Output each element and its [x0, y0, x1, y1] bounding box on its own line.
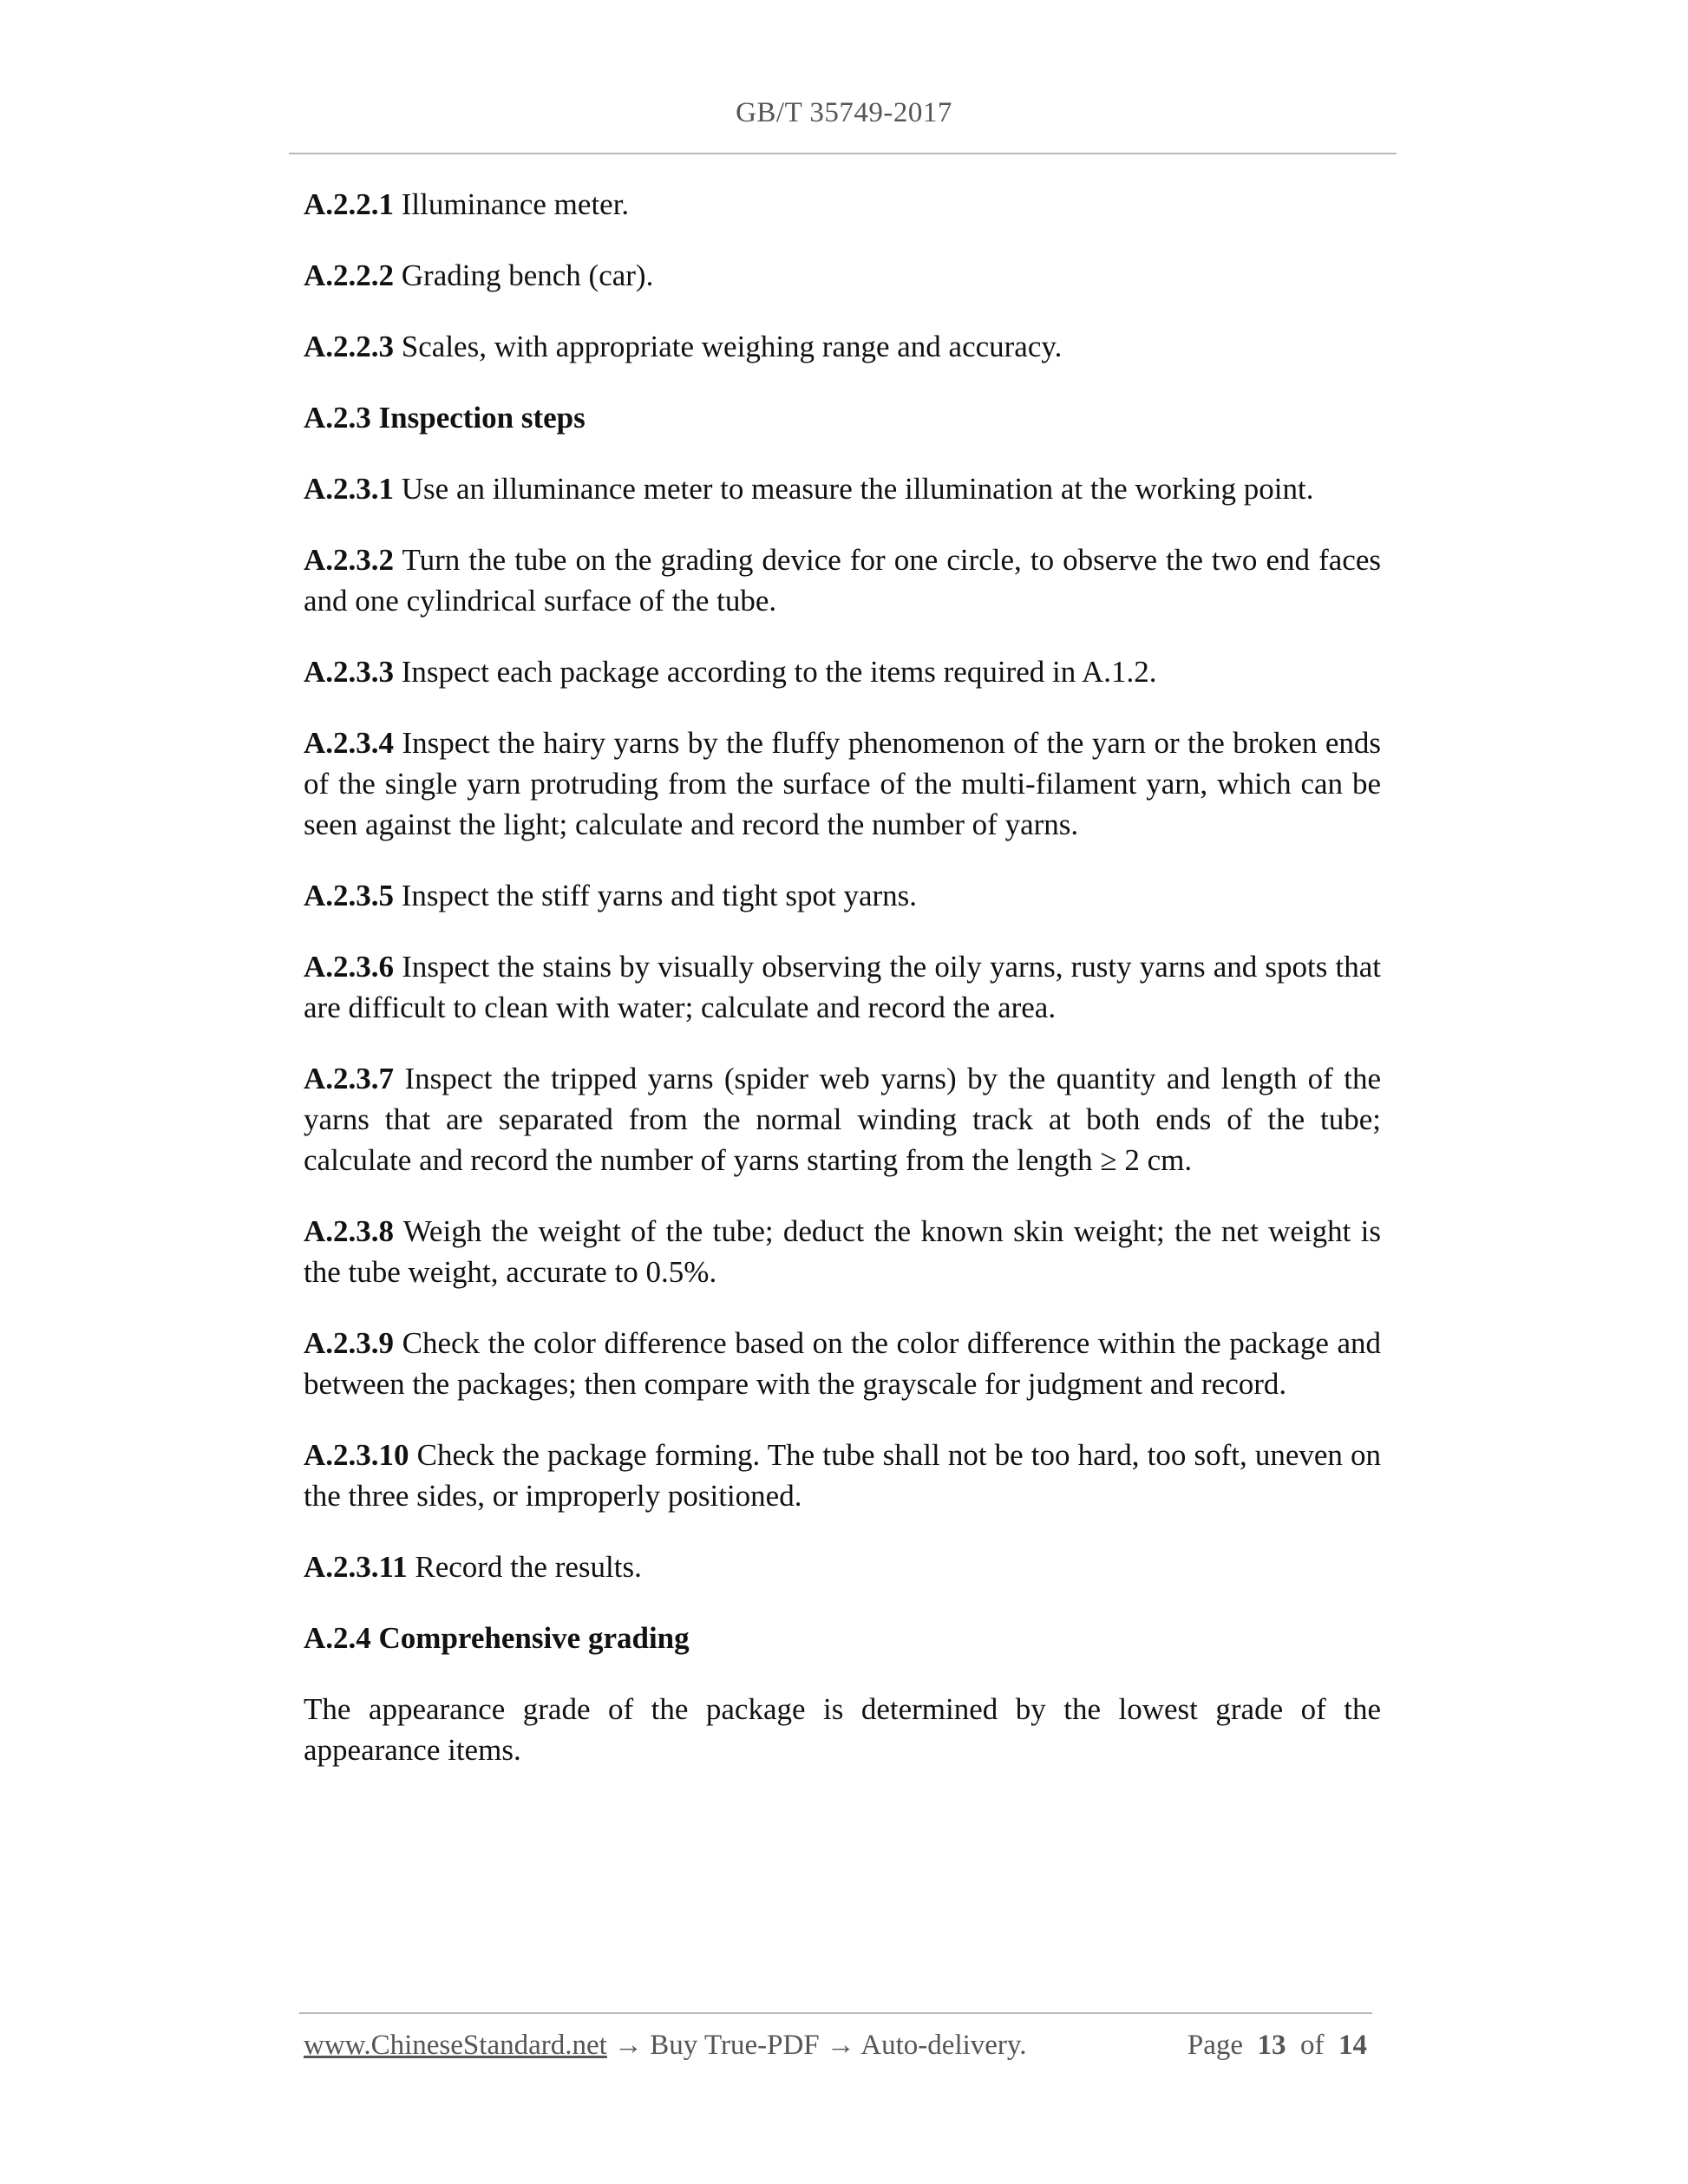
page-indicator	[1187, 2030, 1367, 2062]
clause-number: A.2.3.4	[304, 726, 395, 760]
clause-A.2.3.5	[304, 875, 1381, 916]
section-heading-comprehensive-grading: A.2.4 Comprehensive grading	[304, 1621, 690, 1655]
clause-A.2.2.3	[304, 326, 1381, 367]
clause-number: A.2.3.11	[304, 1550, 408, 1584]
clause-text: Inspect the stiff yarns and tight spot yarns.	[401, 879, 918, 912]
clause-number: A.2.2.1	[304, 187, 395, 221]
clause-A.2.3.7	[304, 1058, 1381, 1180]
clause-number: A.2.3.1	[304, 472, 395, 506]
clause-number: A.2.3.2	[304, 543, 395, 577]
grading-paragraph	[304, 1689, 1381, 1770]
clause-text: Turn the tube on the grading device for one circle, to observe the two end faces and one cylindrical surface of the tube.	[304, 543, 1381, 618]
clause-text: Record the results.	[415, 1550, 642, 1584]
document-id-header: GB/T 35749-2017	[736, 97, 952, 128]
clause-text: Illuminance meter.	[401, 187, 630, 221]
clause-text: Use an illuminance meter to measure the illumination at the working point.	[401, 472, 1314, 506]
clause-number: A.2.3.3	[304, 655, 395, 689]
clause-A.2.3.6	[304, 946, 1381, 1028]
clause-text: Scales, with appropriate weighing range and accuracy.	[401, 330, 1063, 363]
clause-number: A.2.2.2	[304, 258, 395, 292]
section-heading-inspection-steps: A.2.3 Inspection steps	[304, 401, 586, 435]
footer-promo-text: → Buy True-PDF → Auto-delivery.	[606, 2030, 1027, 2061]
clause-text: Weigh the weight of the tube; deduct the known skin weight; the net weight is the tube weight, accurate to 0.5%.	[304, 1214, 1381, 1289]
clause-text: Grading bench (car).	[401, 258, 654, 292]
clause-A.2.3.2	[304, 539, 1381, 621]
document-body	[304, 184, 1381, 1801]
clause-text: Inspect the tripped yarns (spider web yarns) by the quantity and length of the yarns that are separated from the normal winding track at both ends of the tube; calculate and record the number of yarns starting from the length ≥ 2 cm.	[304, 1062, 1382, 1177]
clause-text: The appearance grade of the package is determined by the lowest grade of the appearance items.	[304, 1692, 1381, 1767]
footer-divider	[299, 2012, 1372, 2014]
page-total: 14	[1338, 2030, 1367, 2061]
clause-A.2.3.9	[304, 1323, 1381, 1404]
clause-A.2.2.2	[304, 255, 1381, 296]
clause-text: Check the package forming. The tube shall not be too hard, too soft, uneven on the three sides, or improperly positioned.	[304, 1438, 1382, 1513]
clause-A.2.3.11	[304, 1546, 1381, 1587]
clause-A.2.3.3	[304, 651, 1381, 692]
clause-number: A.2.2.3	[304, 330, 395, 363]
footer-promo	[304, 2030, 1027, 2062]
clause-number: A.2.3.8	[304, 1214, 395, 1248]
clause-A.2.3.4	[304, 723, 1381, 845]
website-link[interactable]: www.ChineseStandard.net	[304, 2030, 607, 2061]
clause-text: Check the color difference based on the color difference within the package and between the packages; then compare with the grayscale for judgment and record.	[304, 1326, 1382, 1401]
of-label: of	[1300, 2030, 1325, 2061]
clause-text: Inspect the stains by visually observing the oily yarns, rusty yarns and spots that are difficult to clean with water; calculate and record the area.	[304, 950, 1382, 1024]
page-number: 13	[1257, 2030, 1286, 2061]
clause-A.2.3.8	[304, 1211, 1381, 1292]
clause-number: A.2.3.7	[304, 1062, 395, 1095]
clause-A.2.2.1	[304, 184, 1381, 225]
header-divider	[289, 153, 1397, 154]
clause-number: A.2.3.5	[304, 879, 395, 912]
clause-number: A.2.3.10	[304, 1438, 409, 1472]
clause-number: A.2.3.6	[304, 950, 395, 984]
clause-text: Inspect the hairy yarns by the fluffy phenomenon of the yarn or the broken ends of the single yarn protruding from the surface of the multi-filament yarn, which can be seen against the light; calculate and record the number of yarns.	[304, 726, 1382, 841]
clause-text: Inspect each package according to the items required in A.1.2.	[401, 655, 1157, 689]
page-label: Page	[1187, 2030, 1243, 2061]
clause-A.2.3.10	[304, 1435, 1381, 1516]
clause-A.2.3.1	[304, 468, 1381, 509]
clause-number: A.2.3.9	[304, 1326, 395, 1360]
